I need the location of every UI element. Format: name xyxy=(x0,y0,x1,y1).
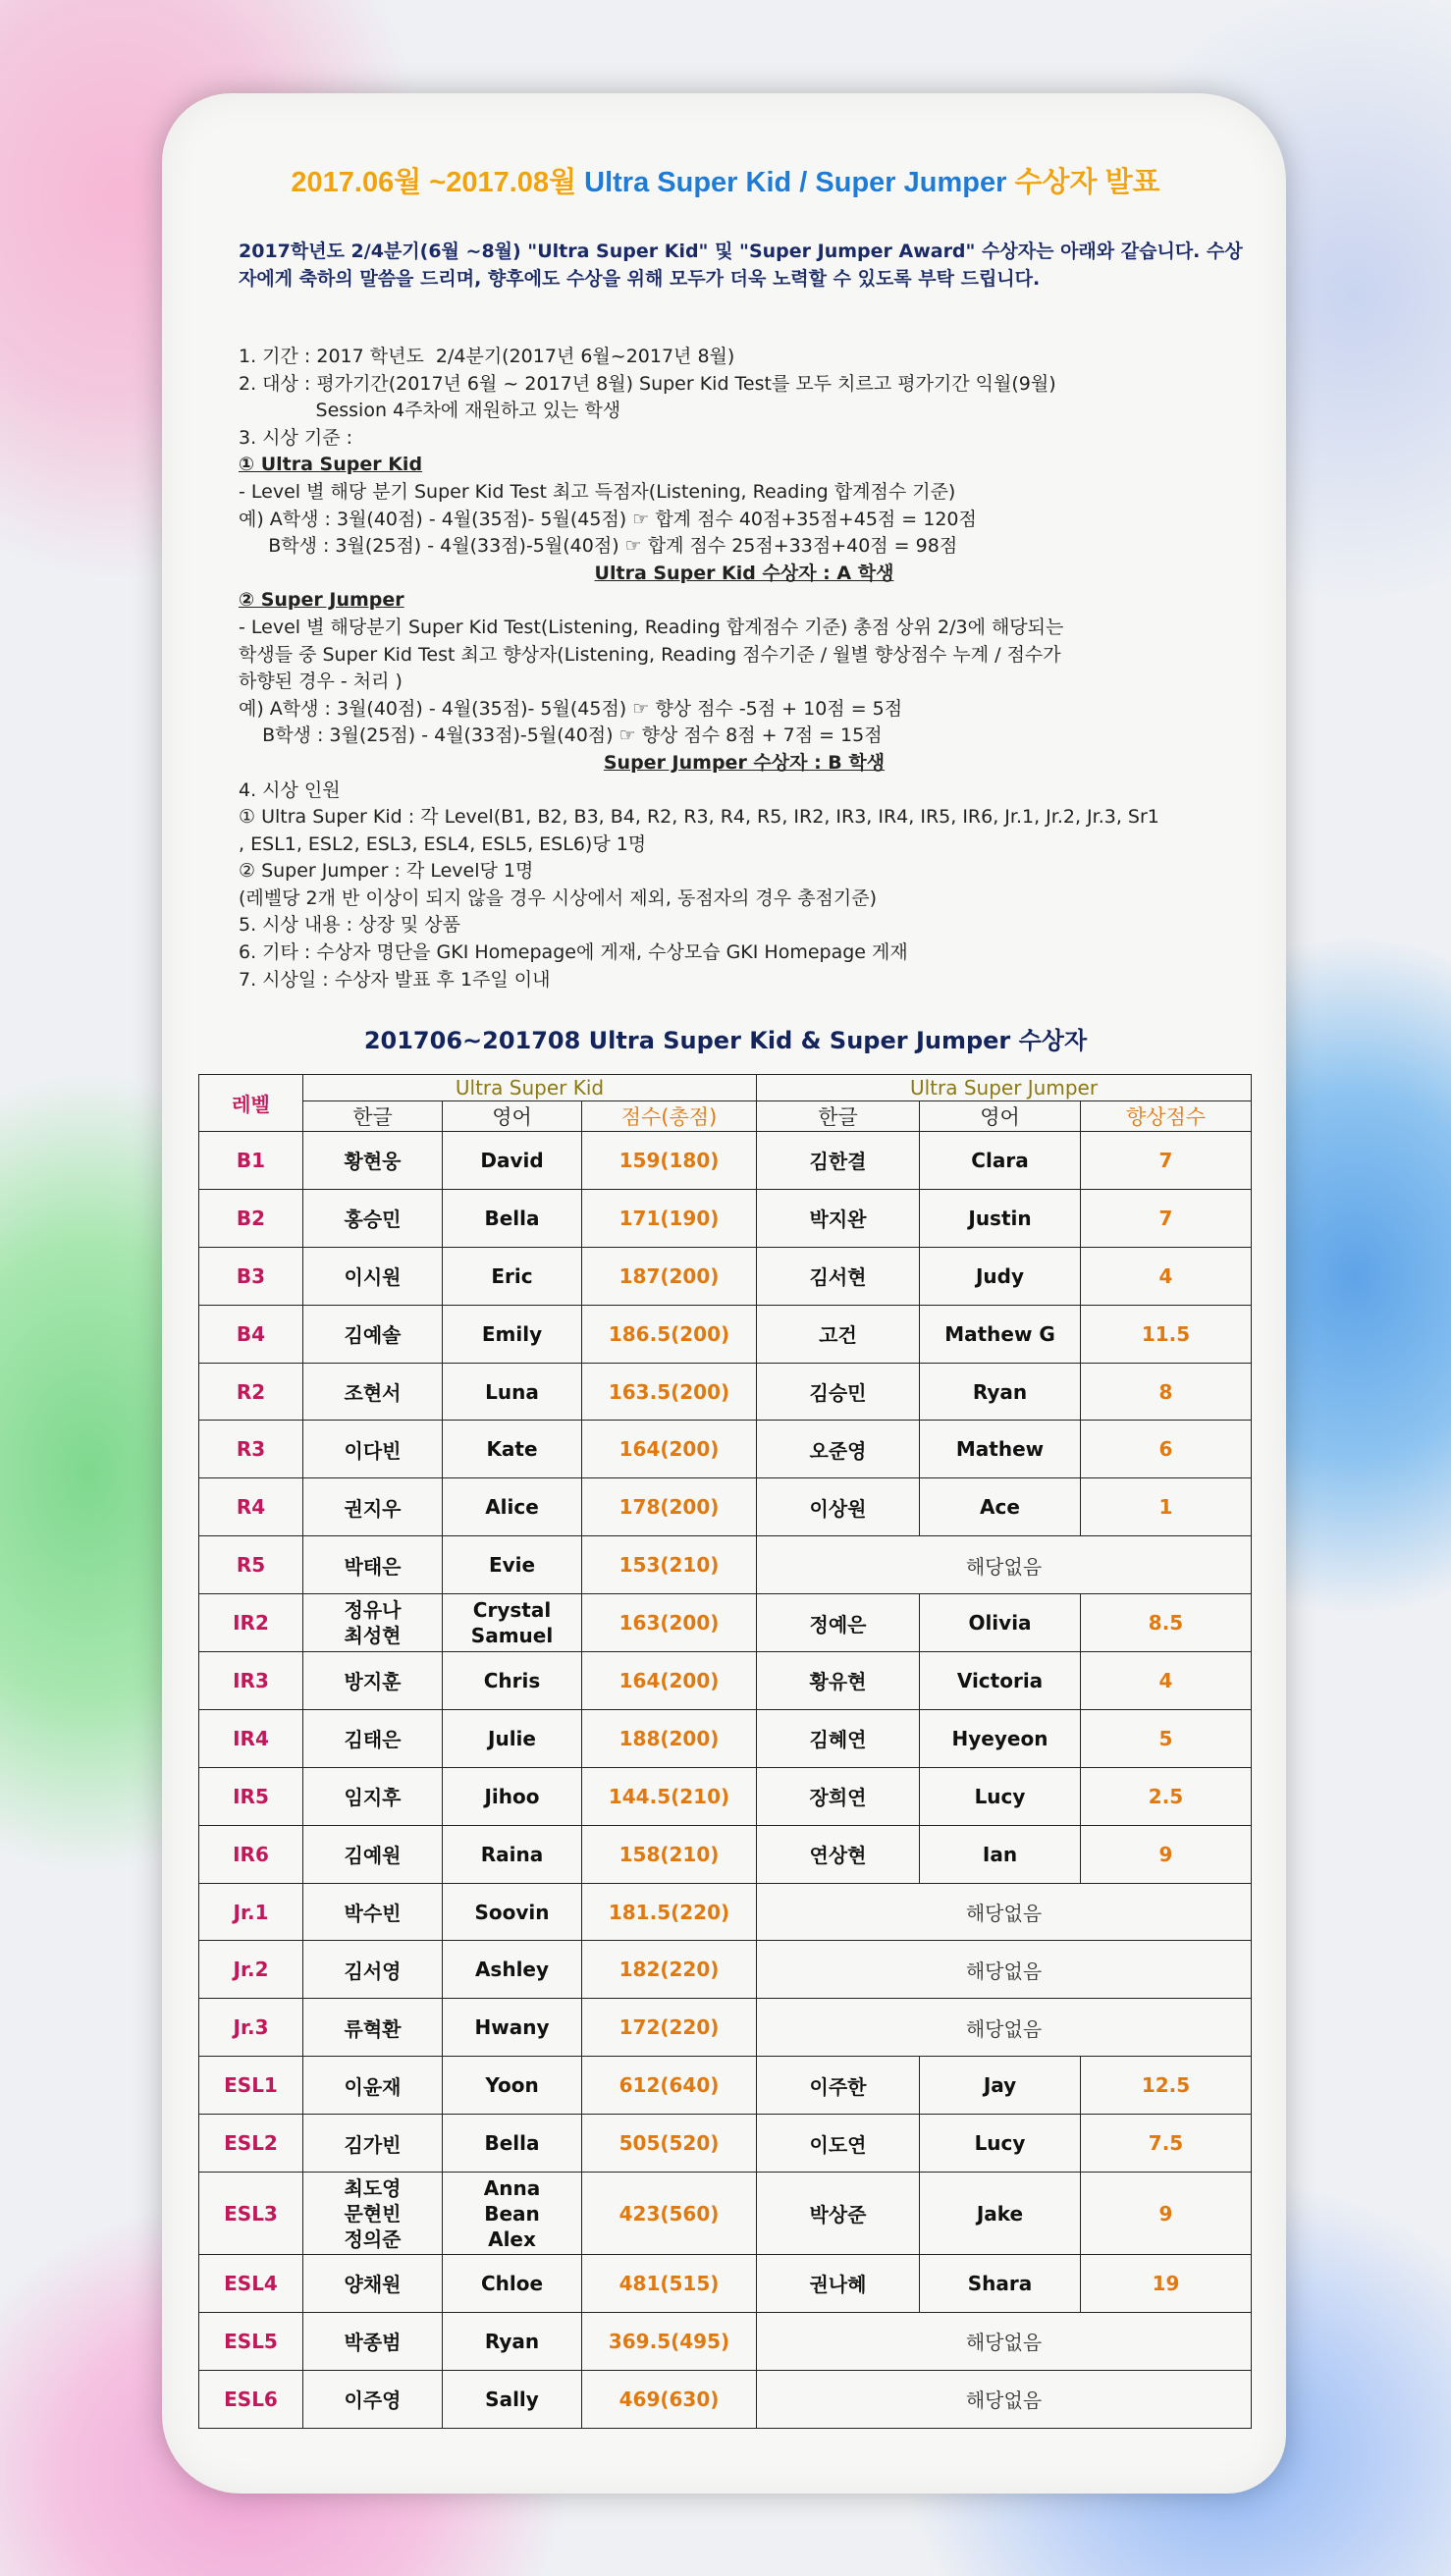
jumper-none: 해당없음 xyxy=(757,2370,1252,2428)
table-row xyxy=(199,2255,1252,2313)
table-row xyxy=(199,1767,1252,1825)
super-jumper-heading: ② Super Jumper xyxy=(239,589,404,612)
kid-english-name-cell xyxy=(443,1594,582,1652)
jumper-none: 해당없음 xyxy=(757,1999,1252,2057)
kid-korean-name: 김예솔 xyxy=(303,1305,443,1363)
jumper-improvement: 5 xyxy=(1081,1709,1252,1767)
award-count-text: ② Super Jumper : 각 Level당 1명 xyxy=(239,860,534,883)
kid-english-name: Julie xyxy=(443,1709,582,1767)
jumper-improvement: 7.5 xyxy=(1081,2115,1252,2173)
target-line-2: Session 4주차에 재원하고 있는 학생 xyxy=(239,400,621,422)
jumper-none: 해당없음 xyxy=(757,2312,1252,2370)
kid-korean-name: 정의준 xyxy=(344,2227,402,2251)
kid-english-name: Emily xyxy=(443,1305,582,1363)
awards-table xyxy=(198,1074,1252,2429)
example-result: Ultra Super Kid 수상자 : A 학생 xyxy=(594,562,894,584)
jumper-korean-name: 이상원 xyxy=(757,1478,920,1536)
kid-english-name: Kate xyxy=(443,1421,582,1478)
kid-korean-name: 박종범 xyxy=(303,2312,443,2370)
kid-english-name: David xyxy=(443,1132,582,1190)
kid-korean-name: 김태은 xyxy=(303,1709,443,1767)
level-cell: IR2 xyxy=(199,1594,303,1652)
award-criteria xyxy=(239,344,1250,993)
jumper-english-name: Ian xyxy=(920,1825,1081,1883)
jumper-korean-name: 황유현 xyxy=(757,1652,920,1710)
jumper-improvement: 6 xyxy=(1081,1421,1252,1478)
kid-korean-name: 류혁환 xyxy=(303,1999,443,2057)
level-cell: IR5 xyxy=(199,1767,303,1825)
kid-score: 178(200) xyxy=(582,1478,757,1536)
kid-english-name: Hwany xyxy=(443,1999,582,2057)
example-a: 예) A학생 : 3월(40점) - 4월(35점)- 5월(45점) ☞ 향상 점수 -5점 + 10점 = 5점 xyxy=(239,697,903,720)
table-row xyxy=(199,2370,1252,2428)
level-cell: B2 xyxy=(199,1189,303,1247)
kid-korean-name: 이주영 xyxy=(303,2370,443,2428)
kid-korean-name: 조현서 xyxy=(303,1363,443,1421)
jumper-improvement: 9 xyxy=(1081,1825,1252,1883)
intro-paragraph: 2017학년도 2/4분기(6월 ~8월) "Ultra Super Kid" 및 "Super Jumper Award" 수상자는 아래와 같습니다. 수상자에게 축하의 말씀을 드리며, 향후에도 수상을 위해 모두가 더욱 노력할 수 있도록 부탁 드립니다. xyxy=(239,241,1243,290)
example-a: 예) A학생 : 3월(40점) - 4월(35점)- 5월(45점) ☞ 합계 점수 40점+35점+45점 = 120점 xyxy=(239,508,977,530)
kid-korean-name: 김가빈 xyxy=(303,2115,443,2173)
kid-score: 505(520) xyxy=(582,2115,757,2173)
ultra-super-kid-heading: ① Ultra Super Kid xyxy=(239,454,423,476)
table-row xyxy=(199,1363,1252,1421)
table-row xyxy=(199,2115,1252,2173)
award-count-note: (레벨당 2개 반 이상이 되지 않을 경우 시상에서 제외, 동점자의 경우 총점기준) xyxy=(239,886,878,909)
jumper-improvement: 9 xyxy=(1081,2173,1252,2255)
kid-korean-name: 문현빈 xyxy=(344,2201,402,2226)
kid-score: 181.5(220) xyxy=(582,1883,757,1941)
level-cell: Jr.3 xyxy=(199,1999,303,2057)
kid-score: 612(640) xyxy=(582,2057,757,2115)
kid-english-name: Ryan xyxy=(443,2312,582,2370)
jumper-improvement: 7 xyxy=(1081,1132,1252,1190)
col-header-improvement: 향상점수 xyxy=(1081,1101,1252,1132)
jumper-improvement: 7 xyxy=(1081,1189,1252,1247)
jumper-improvement: 4 xyxy=(1081,1247,1252,1305)
table-row xyxy=(199,1652,1252,1710)
jumper-english-name: Jay xyxy=(920,2057,1081,2115)
kid-score: 171(190) xyxy=(582,1189,757,1247)
kid-korean-name: 임지후 xyxy=(303,1767,443,1825)
kid-korean-name: 이다빈 xyxy=(303,1421,443,1478)
example-b: B학생 : 3월(25점) - 4월(33점)-5월(40점) ☞ 향상 점수 8점 + 7점 = 15점 xyxy=(239,724,883,747)
jumper-english-name: Mathew G xyxy=(920,1305,1081,1363)
criteria-heading: 3. 시상 기준 : xyxy=(239,426,353,449)
level-cell: ESL5 xyxy=(199,2312,303,2370)
kid-score: 187(200) xyxy=(582,1247,757,1305)
table-row xyxy=(199,2057,1252,2115)
kid-korean-name: 방지훈 xyxy=(303,1652,443,1710)
jumper-english-name: Ryan xyxy=(920,1363,1081,1421)
jumper-korean-name: 고건 xyxy=(757,1305,920,1363)
award-count-text: ① Ultra Super Kid : 각 Level(B1, B2, B3, B4, R2, R3, R4, R5, IR2, IR3, IR4, IR5, IR6, Jr.1, Jr.2, Jr.3, Sr1 xyxy=(239,806,1159,829)
level-cell: Jr.1 xyxy=(199,1883,303,1941)
kid-english-name: Alex xyxy=(488,2227,536,2251)
kid-english-name: Sally xyxy=(443,2370,582,2428)
jumper-improvement: 19 xyxy=(1081,2255,1252,2313)
kid-english-name: Chris xyxy=(443,1652,582,1710)
table-row xyxy=(199,2173,1252,2255)
jumper-english-name: Victoria xyxy=(920,1652,1081,1710)
kid-english-name: Crystal xyxy=(472,1598,552,1623)
kid-english-name: Evie xyxy=(443,1536,582,1594)
level-cell: Jr.2 xyxy=(199,1941,303,1999)
col-header-english: 영어 xyxy=(920,1101,1081,1132)
kid-score: 163.5(200) xyxy=(582,1363,757,1421)
jumper-korean-name: 김한결 xyxy=(757,1132,920,1190)
kid-score: 158(210) xyxy=(582,1825,757,1883)
level-cell: IR3 xyxy=(199,1652,303,1710)
group-header-ultra-super-kid: Ultra Super Kid xyxy=(303,1075,757,1101)
group-header-ultra-super-jumper: Ultra Super Jumper xyxy=(757,1075,1252,1101)
kid-korean-name: 황현웅 xyxy=(303,1132,443,1190)
kid-score: 172(220) xyxy=(582,1999,757,2057)
kid-score: 163(200) xyxy=(582,1594,757,1652)
level-cell: B3 xyxy=(199,1247,303,1305)
table-row xyxy=(199,2312,1252,2370)
criteria-text: 학생들 중 Super Kid Test 최고 향상자(Listening, Reading 점수기준 / 월별 향상점수 누계 / 점수가 xyxy=(239,643,1061,666)
table-row xyxy=(199,1305,1252,1363)
jumper-improvement: 4 xyxy=(1081,1652,1252,1710)
jumper-english-name: Ace xyxy=(920,1478,1081,1536)
level-cell: ESL3 xyxy=(199,2173,303,2255)
kid-korean-name: 김서영 xyxy=(303,1941,443,1999)
table-row xyxy=(199,1883,1252,1941)
award-count-heading: 4. 시상 인원 xyxy=(239,778,341,801)
level-cell: IR6 xyxy=(199,1825,303,1883)
award-count-text: , ESL1, ESL2, ESL3, ESL4, ESL5, ESL6)당 1명 xyxy=(239,832,647,855)
table-row xyxy=(199,1536,1252,1594)
jumper-korean-name: 이주한 xyxy=(757,2057,920,2115)
level-cell: B1 xyxy=(199,1132,303,1190)
jumper-english-name: Clara xyxy=(920,1132,1081,1190)
jumper-korean-name: 이도연 xyxy=(757,2115,920,2173)
level-header: 레벨 xyxy=(199,1075,303,1132)
table-row xyxy=(199,1999,1252,2057)
jumper-korean-name: 박지완 xyxy=(757,1189,920,1247)
jumper-none: 해당없음 xyxy=(757,1941,1252,1999)
jumper-none: 해당없음 xyxy=(757,1883,1252,1941)
level-cell: R4 xyxy=(199,1478,303,1536)
kid-korean-name: 권지우 xyxy=(303,1478,443,1536)
jumper-none: 해당없음 xyxy=(757,1536,1252,1594)
table-row xyxy=(199,1478,1252,1536)
table-title: 201706~201708 Ultra Super Kid & Super Jumper 수상자 xyxy=(363,1027,1088,1054)
kid-korean-name: 박태은 xyxy=(303,1536,443,1594)
jumper-korean-name: 장희연 xyxy=(757,1767,920,1825)
kid-score: 481(515) xyxy=(582,2255,757,2313)
level-cell: R3 xyxy=(199,1421,303,1478)
kid-score: 164(200) xyxy=(582,1652,757,1710)
kid-korean-name: 김예원 xyxy=(303,1825,443,1883)
table-row xyxy=(199,1594,1252,1652)
kid-english-name: Samuel xyxy=(470,1624,554,1648)
jumper-english-name: Lucy xyxy=(920,1767,1081,1825)
kid-korean-name: 이윤재 xyxy=(303,2057,443,2115)
kid-english-name: Bean xyxy=(484,2201,540,2226)
award-content: 5. 시상 내용 : 상장 및 상품 xyxy=(239,914,460,937)
kid-korean-name: 최성현 xyxy=(344,1624,402,1648)
period-line: 1. 기간 : 2017 학년도 2/4분기(2017년 6월~2017년 8월) xyxy=(239,346,735,367)
kid-korean-name: 박수빈 xyxy=(303,1883,443,1941)
jumper-english-name: Justin xyxy=(920,1189,1081,1247)
kid-english-name: Raina xyxy=(443,1825,582,1883)
jumper-korean-name: 김승민 xyxy=(757,1363,920,1421)
kid-korean-name: 이시원 xyxy=(303,1247,443,1305)
kid-score: 153(210) xyxy=(582,1536,757,1594)
kid-english-name: Ashley xyxy=(443,1941,582,1999)
jumper-korean-name: 박상준 xyxy=(757,2173,920,2255)
kid-korean-name: 양채원 xyxy=(303,2255,443,2313)
kid-korean-name: 최도영 xyxy=(344,2175,402,2200)
level-cell: ESL4 xyxy=(199,2255,303,2313)
jumper-english-name: Hyeyeon xyxy=(920,1709,1081,1767)
jumper-english-name: Shara xyxy=(920,2255,1081,2313)
jumper-english-name: Lucy xyxy=(920,2115,1081,2173)
kid-score: 423(560) xyxy=(582,2173,757,2255)
criteria-text: - Level 별 해당분기 Super Kid Test(Listening, Reading 합계점수 기준) 총점 상위 2/3에 해당되는 xyxy=(239,616,1064,638)
jumper-english-name: Mathew xyxy=(920,1421,1081,1478)
kid-score: 186.5(200) xyxy=(582,1305,757,1363)
kid-english-name: Soovin xyxy=(443,1883,582,1941)
kid-english-name: Chloe xyxy=(443,2255,582,2313)
table-row xyxy=(199,1941,1252,1999)
level-cell: R2 xyxy=(199,1363,303,1421)
jumper-english-name: Judy xyxy=(920,1247,1081,1305)
table-row xyxy=(199,1189,1252,1247)
criteria-text: - Level 별 해당 분기 Super Kid Test 최고 득점자(Listening, Reading 합계점수 기준) xyxy=(239,480,956,503)
kid-english-name: Jihoo xyxy=(443,1767,582,1825)
col-header-score: 점수(총점) xyxy=(582,1101,757,1132)
level-cell: R5 xyxy=(199,1536,303,1594)
kid-score: 369.5(495) xyxy=(582,2312,757,2370)
target-line: 2. 대상 : 평가기간(2017년 6월 ~ 2017년 8월) Super Kid Test를 모두 치르고 평가기간 익월(9월) xyxy=(239,372,1056,395)
kid-score: 182(220) xyxy=(582,1941,757,1999)
table-row xyxy=(199,1421,1252,1478)
jumper-improvement: 8.5 xyxy=(1081,1594,1252,1652)
kid-english-name: Anna xyxy=(483,2175,541,2200)
jumper-improvement: 11.5 xyxy=(1081,1305,1252,1363)
page-title: 2017.06월 ~2017.08월 Ultra Super Kid / Super Jumper 수상자 발표 xyxy=(291,167,1160,198)
jumper-korean-name: 연상현 xyxy=(757,1825,920,1883)
table-row xyxy=(199,1825,1252,1883)
kid-korean-name: 정유나 xyxy=(344,1598,402,1623)
level-cell: ESL2 xyxy=(199,2115,303,2173)
kid-score: 144.5(210) xyxy=(582,1767,757,1825)
kid-english-name: Bella xyxy=(443,1189,582,1247)
jumper-korean-name: 오준영 xyxy=(757,1421,920,1478)
kid-korean-name-cell xyxy=(303,1594,443,1652)
level-cell: ESL6 xyxy=(199,2370,303,2428)
jumper-korean-name: 김서현 xyxy=(757,1247,920,1305)
kid-english-name-cell xyxy=(443,2173,582,2255)
col-header-english: 영어 xyxy=(443,1101,582,1132)
col-header-korean: 한글 xyxy=(757,1101,920,1132)
jumper-korean-name: 김혜연 xyxy=(757,1709,920,1767)
award-date: 7. 시상일 : 수상자 발표 후 1주일 이내 xyxy=(239,968,551,991)
jumper-improvement: 1 xyxy=(1081,1478,1252,1536)
jumper-english-name: Jake xyxy=(920,2173,1081,2255)
table-row xyxy=(199,1132,1252,1190)
award-etc: 6. 기타 : 수상자 명단을 GKI Homepage에 게재, 수상모습 GKI Homepage 게재 xyxy=(239,941,908,964)
jumper-improvement: 12.5 xyxy=(1081,2057,1252,2115)
table-row xyxy=(199,1247,1252,1305)
example-b: B학생 : 3월(25점) - 4월(33점)-5월(40점) ☞ 합계 점수 25점+33점+40점 = 98점 xyxy=(239,535,958,558)
kid-english-name: Luna xyxy=(443,1363,582,1421)
example-result: Super Jumper 수상자 : B 학생 xyxy=(603,751,886,774)
jumper-improvement: 8 xyxy=(1081,1363,1252,1421)
kid-score: 188(200) xyxy=(582,1709,757,1767)
criteria-text: 하향된 경우 - 처리 ) xyxy=(239,671,403,693)
kid-score: 159(180) xyxy=(582,1132,757,1190)
kid-english-name: Alice xyxy=(443,1478,582,1536)
kid-score: 469(630) xyxy=(582,2370,757,2428)
jumper-improvement: 2.5 xyxy=(1081,1767,1252,1825)
level-cell: IR4 xyxy=(199,1709,303,1767)
kid-english-name: Eric xyxy=(443,1247,582,1305)
col-header-korean: 한글 xyxy=(303,1101,443,1132)
kid-english-name: Yoon xyxy=(443,2057,582,2115)
jumper-korean-name: 정예은 xyxy=(757,1594,920,1652)
jumper-english-name: Olivia xyxy=(920,1594,1081,1652)
kid-score: 164(200) xyxy=(582,1421,757,1478)
level-cell: B4 xyxy=(199,1305,303,1363)
table-row xyxy=(199,1709,1252,1767)
kid-english-name: Bella xyxy=(443,2115,582,2173)
level-cell: ESL1 xyxy=(199,2057,303,2115)
kid-korean-name: 홍승민 xyxy=(303,1189,443,1247)
kid-korean-name-cell xyxy=(303,2173,443,2255)
jumper-korean-name: 권나혜 xyxy=(757,2255,920,2313)
